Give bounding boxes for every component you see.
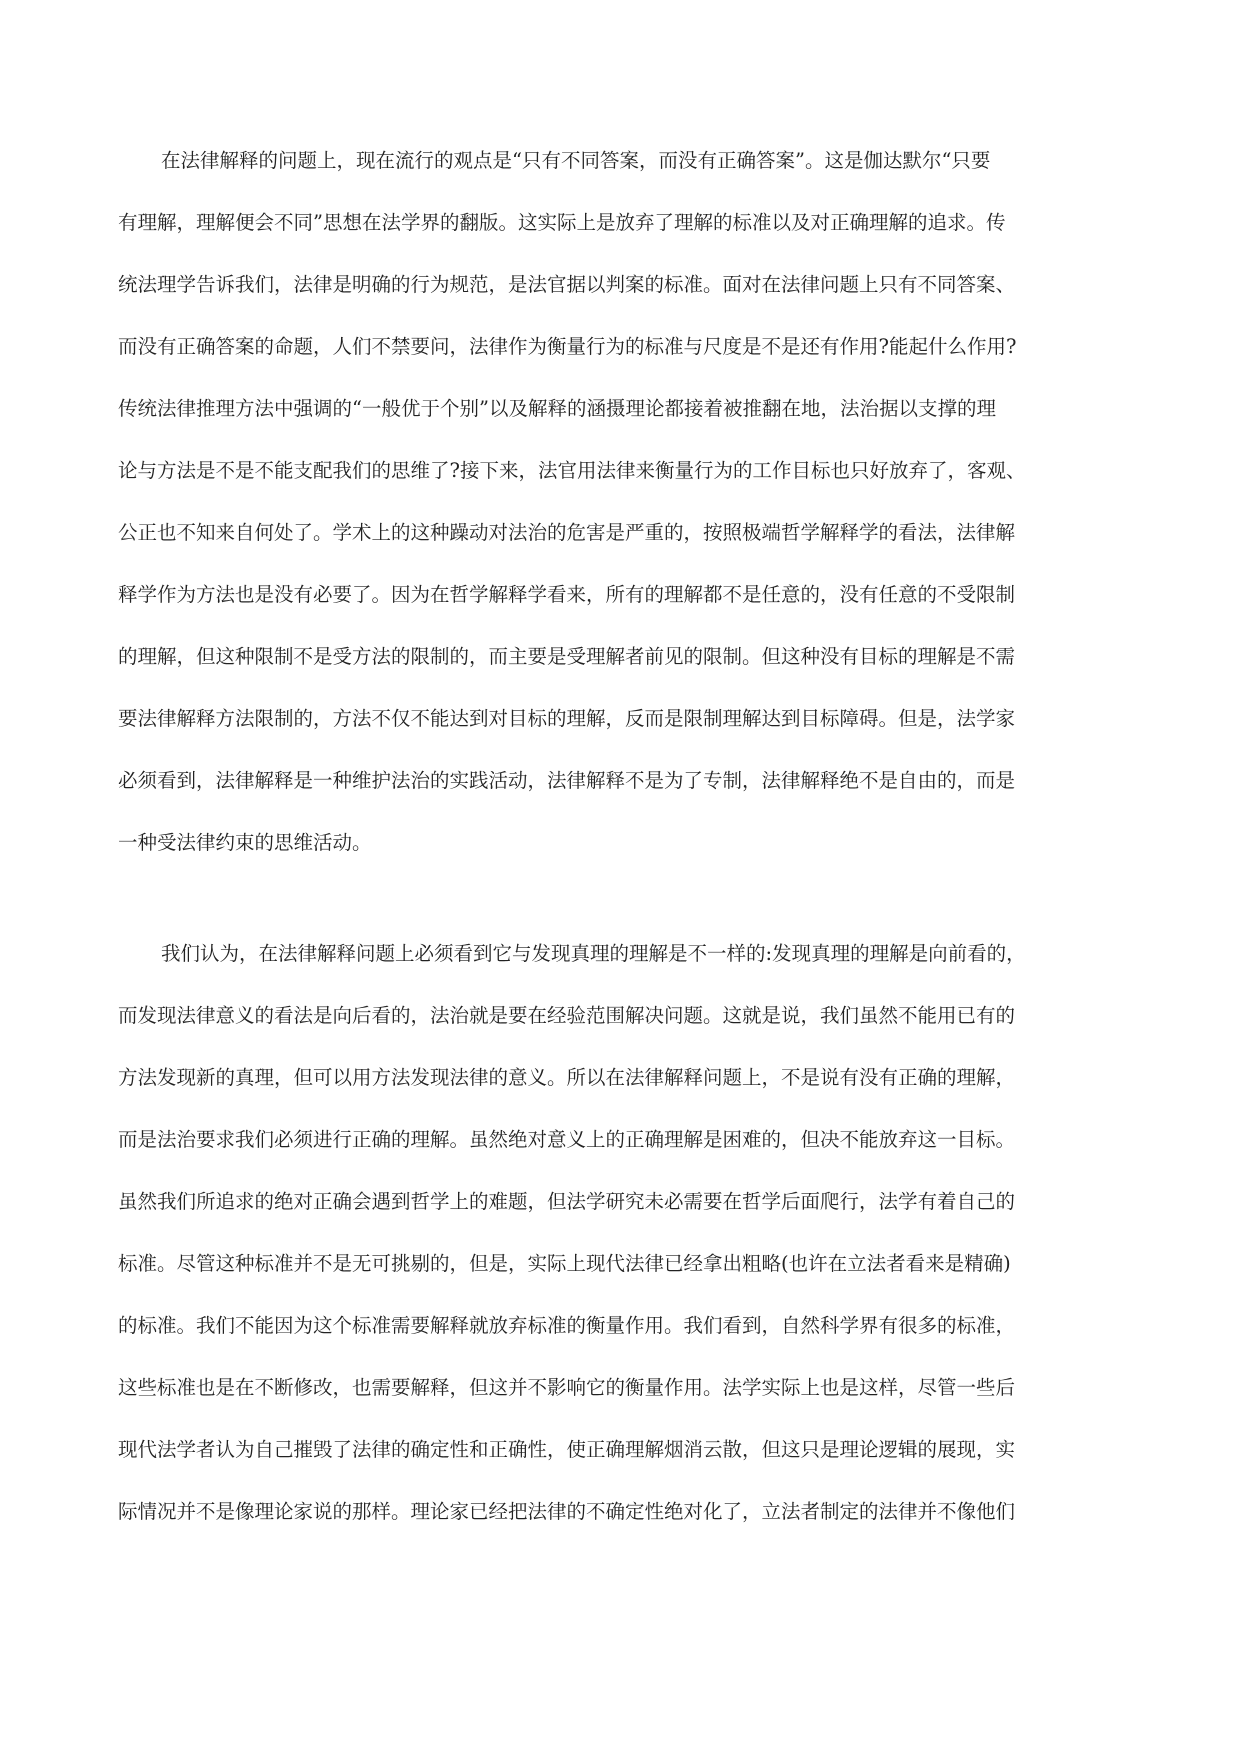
text-line: 而是法治要求我们必须进行正确的理解。虽然绝对意义上的正确理解是困难的，但决不能放弃这一目标。 (118, 1128, 1016, 1151)
document-page (118, 130, 1123, 1543)
text-line: 传统法律推理方法中强调的“一般优于个别”以及解释的涵摄理论都接着被推翻在地，法治据以支撑的理 (118, 397, 996, 420)
text-line: 而没有正确答案的命题，人们不禁要问，法律作为衡量行为的标准与尺度是不是还有作用?能起什么作用? (118, 335, 1017, 358)
text-line: 标准。尽管这种标准并不是无可挑剔的，但是，实际上现代法律已经拿出粗略(也许在立法者看来是精确) (118, 1252, 1011, 1275)
text-line: 公正也不知来自何处了。学术上的这种躁动对法治的危害是严重的，按照极端哲学解释学的看法，法律解 (118, 521, 1016, 544)
text-line: 的理解，但这种限制不是受方法的限制的，而主要是受理解者前见的限制。但这种没有目标的理解是不需 (118, 645, 1016, 668)
text-line: 而发现法律意义的看法是向后看的，法治就是要在经验范围解决问题。这就是说，我们虽然不能用已有的 (118, 1004, 1016, 1027)
paragraph-1 (118, 130, 1123, 874)
text-line: 统法理学告诉我们，法律是明确的行为规范，是法官据以判案的标准。面对在法律问题上只有不同答案、 (118, 273, 1016, 296)
text-line: 一种受法律约束的思维活动。 (118, 831, 372, 854)
text-line: 现代法学者认为自己摧毁了法律的确定性和正确性，使正确理解烟消云散，但这只是理论逻辑的展现，实 (118, 1438, 1016, 1461)
paragraph-2 (118, 923, 1123, 1543)
text-line: 的标准。我们不能因为这个标准需要解释就放弃标准的衡量作用。我们看到，自然科学界有很多的标准， (118, 1314, 1016, 1337)
text-line: 虽然我们所追求的绝对正确会遇到哲学上的难题，但法学研究未必需要在哲学后面爬行，法学有着自己的 (118, 1190, 1016, 1213)
text-line: 这些标准也是在不断修改，也需要解释，但这并不影响它的衡量作用。法学实际上也是这样，尽管一些后 (118, 1376, 1016, 1399)
text-line: 在法律解释的问题上，现在流行的观点是“只有不同答案，而没有正确答案”。这是伽达默尔“只要 (161, 149, 991, 172)
text-line: 我们认为，在法律解释问题上必须看到它与发现真理的理解是不一样的:发现真理的理解是向前看的， (161, 942, 1026, 965)
text-line: 释学作为方法也是没有必要了。因为在哲学解释学看来，所有的理解都不是任意的，没有任意的不受限制 (118, 583, 1016, 606)
text-line: 方法发现新的真理，但可以用方法发现法律的意义。所以在法律解释问题上，不是说有没有正确的理解， (118, 1066, 1016, 1089)
text-line: 要法律解释方法限制的，方法不仅不能达到对目标的理解，反而是限制理解达到目标障碍。但是，法学家 (118, 707, 1016, 730)
paragraph-spacer (118, 874, 1123, 923)
text-line: 必须看到，法律解释是一种维护法治的实践活动，法律解释不是为了专制，法律解释绝不是自由的，而是 (118, 769, 1016, 792)
text-line: 论与方法是不是不能支配我们的思维了?接下来，法官用法律来衡量行为的工作目标也只好放弃了，客观、 (118, 459, 1026, 482)
text-line: 有理解，理解便会不同”思想在法学界的翻版。这实际上是放弃了理解的标准以及对正确理解的追求。传 (118, 211, 1006, 234)
text-line: 际情况并不是像理论家说的那样。理论家已经把法律的不确定性绝对化了，立法者制定的法律并不像他们 (118, 1500, 1016, 1523)
